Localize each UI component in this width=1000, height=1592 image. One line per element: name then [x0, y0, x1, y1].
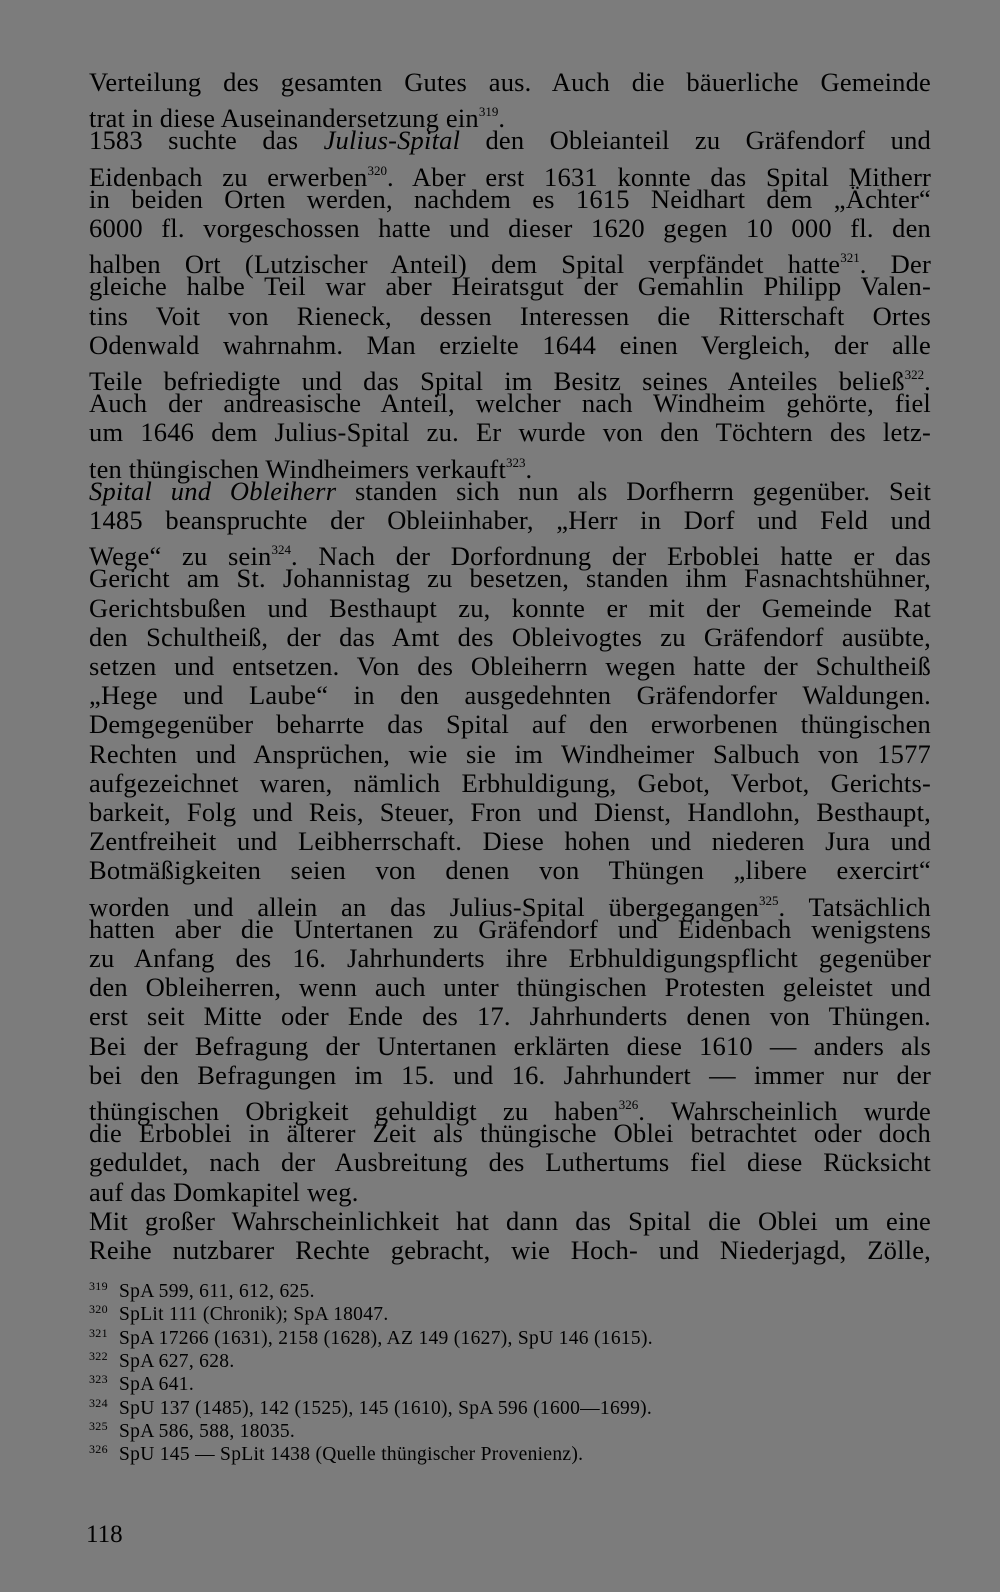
text-line — [89, 1061, 931, 1090]
text-segment: Verteilung des gesamten Gutes aus. Auch die bäuerliche Gemeinde — [89, 67, 931, 97]
text-segment: zu Anfang des 16. Jahrhunderts ihre Erbhuldigungspflicht gegenüber — [89, 943, 931, 973]
text-line — [89, 1032, 931, 1061]
footnote — [89, 1414, 931, 1442]
footnote-text: SpA 17266 (1631), 2158 (1628), AZ 149 (1627), SpU 146 (1615). — [119, 1327, 653, 1349]
footnote-ref: 324 — [271, 542, 292, 558]
text-line — [89, 477, 931, 506]
text-line — [89, 594, 931, 623]
text-segment: . — [924, 366, 931, 396]
footnote — [89, 1321, 931, 1349]
text-segment: Auch der andreasische Anteil, welcher nach Windheim gehörte, fiel — [89, 388, 931, 419]
footnote-ref: 323 — [506, 454, 526, 470]
text-segment: Wege“ zu sein — [89, 541, 272, 572]
text-line — [89, 798, 931, 827]
text-line — [89, 1090, 932, 1126]
text-line — [89, 68, 931, 97]
text-segment: Odenwald wahrnahm. Man erzielte 1644 einen Vergleich, der alle — [89, 329, 931, 360]
text-segment: aufgezeichnet waren, nämlich Erbhuldigung, Gebot, Verbot, Gerichts- — [89, 767, 931, 798]
footnote-number: 321 — [89, 1325, 108, 1340]
text-segment: . Nach der Dorfordnung der Erboblei hatte er das — [291, 541, 931, 572]
text-line — [89, 623, 931, 652]
text-line — [89, 1119, 931, 1148]
text-segment: „Hege und Laube“ in den ausgedehnten Gräfendorfer Waldungen. — [89, 680, 931, 711]
text-segment: den Obleianteil zu Gräfendorf und — [460, 125, 931, 156]
footnote — [89, 1391, 931, 1419]
text-line — [89, 214, 931, 243]
text-line — [89, 302, 931, 331]
text-line — [89, 126, 931, 155]
footnote-text: SpU 137 (1485), 142 (1525), 145 (1610), SpA 596 (1600—1699). — [119, 1397, 653, 1419]
footnote-text: SpA 627, 628. — [119, 1350, 235, 1372]
text-segment: gleiche halbe Teil war aber Heiratsgut der Gemahlin Philipp Valen- — [89, 271, 931, 302]
text-line — [89, 564, 931, 593]
text-segment: trat in diese Auseinandersetzung ein — [89, 103, 479, 134]
footnote-ref: 319 — [478, 104, 499, 120]
text-line — [89, 97, 931, 134]
text-segment: tins Voit von Rieneck, dessen Interessen die Ritterschaft Ortes — [89, 300, 931, 331]
emphasis-text: Spital und Obleiherr — [89, 475, 337, 506]
text-line — [89, 1207, 931, 1236]
text-segment: Gerichtsbußen und Besthaupt zu, konnte er mit der Gemeinde Rat — [89, 592, 931, 623]
footnote-ref: 320 — [367, 162, 387, 178]
text-line — [89, 1178, 931, 1207]
footnote-text: SpA 641. — [119, 1374, 195, 1396]
text-line — [89, 944, 931, 973]
text-segment: geduldet, nach der Ausbreitung des Luthertums fiel diese Rücksicht — [89, 1147, 931, 1178]
text-segment: . — [498, 103, 506, 134]
text-line — [89, 1002, 931, 1031]
text-segment: Reihe nutzbarer Rechte gebracht, wie Hoch- und Niederjagd, Zölle, — [89, 1235, 931, 1265]
text-segment: in beiden Orten werden, nachdem es 1615 Neidhart dem „Ächter“ — [89, 183, 931, 214]
text-line — [89, 973, 931, 1002]
text-line — [89, 915, 931, 944]
text-segment: erst seit Mitte oder Ende des 17. Jahrhunderts denen von Thüngen. — [89, 1001, 931, 1032]
text-segment: die Erboblei in älterer Zeit als thüngische Oblei betrachtet oder doch — [89, 1118, 931, 1149]
text-segment: standen sich nun als Dorfherrn gegenüber. Seit — [336, 475, 932, 506]
footnote — [89, 1344, 931, 1372]
text-line — [89, 856, 931, 885]
footnote-text: SpU 145 — SpLit 1438 (Quelle thüngischer Provenienz). — [119, 1444, 584, 1466]
footnote — [89, 1274, 931, 1302]
text-line — [89, 710, 931, 739]
text-line — [89, 1236, 931, 1265]
text-line — [89, 389, 931, 418]
text-segment: Eidenbach zu erwerben — [89, 161, 368, 192]
text-segment: auf das Domkapitel weg. — [89, 1176, 359, 1207]
text-line — [89, 535, 931, 572]
footnote — [89, 1297, 931, 1326]
text-segment: . Der — [859, 249, 931, 280]
text-segment: . Aber erst 1631 konnte das Spital Mitherr — [386, 161, 931, 192]
text-segment: 1485 beanspruchte der Obleiinhaber, „Herr in Dorf und Feld und — [89, 505, 931, 535]
page-number: 118 — [86, 1521, 123, 1548]
text-segment: thüngischen Obrigkeit gehuldigt zu haben — [89, 1096, 619, 1126]
text-segment: barkeit, Folg und Reis, Steuer, Fron und Dienst, Handlohn, Besthaupt, — [89, 797, 931, 827]
footnote — [89, 1437, 931, 1466]
text-segment: Demgegenüber beharrte das Spital auf den erworbenen thüngischen — [89, 709, 931, 740]
text-line — [89, 331, 931, 360]
text-segment: bei den Befragungen im 15. und 16. Jahrhundert — immer nur der — [89, 1059, 931, 1090]
text-line — [89, 652, 931, 681]
footnote-number: 324 — [89, 1395, 108, 1410]
footnote-text: SpA 586, 588, 18035. — [119, 1420, 296, 1442]
text-segment: Zentfreiheit und Leibherrschaft. Diese hohen und niederen Jura und — [89, 826, 931, 857]
text-segment: . Tatsächlich — [778, 891, 931, 922]
text-segment: Rechten und Ansprüchen, wie sie im Windheimer Salbuch von 1577 — [89, 738, 931, 769]
text-line — [89, 681, 931, 710]
footnote-ref: 321 — [840, 250, 860, 266]
text-line — [89, 769, 931, 798]
text-segment: halben Ort (Lutzischer Anteil) dem Spital verpfändet hatte — [89, 249, 841, 280]
footnote-number: 319 — [89, 1279, 108, 1293]
text-segment: Bei der Befragung der Untertanen erklärten diese 1610 — anders als — [89, 1030, 931, 1061]
text-segment: worden und allein an das Julius-Spital übergegangen — [89, 891, 759, 922]
footnote — [89, 1367, 931, 1396]
text-line — [89, 156, 931, 192]
text-segment: den Schultheiß, der das Amt des Obleivogtes zu Gräfendorf ausübte, — [89, 621, 931, 652]
text-segment: Botmäßigkeiten seien von denen von Thüngen „libere exercirt“ — [89, 855, 931, 886]
footnote-ref: 326 — [618, 1097, 639, 1112]
footnote-number: 323 — [89, 1372, 108, 1387]
footnote-ref: 325 — [759, 892, 779, 908]
text-segment: . Wahrscheinlich wurde — [638, 1096, 932, 1126]
footnote-text: SpA 599, 611, 612, 625. — [119, 1281, 315, 1302]
footnote-number: 320 — [89, 1302, 108, 1317]
text-line — [89, 448, 931, 484]
text-line — [89, 185, 931, 214]
text-segment: setzen und entsetzen. Von des Obleiherrn wegen hatte der Schultheiß — [89, 651, 931, 681]
text-line — [89, 360, 931, 396]
text-line — [89, 243, 931, 280]
text-segment: ten thüngischen Windheimers verkauft — [89, 453, 507, 484]
text-line — [89, 886, 931, 922]
text-segment: den Obleiherren, wenn auch unter thüngischen Protesten geleistet und — [89, 972, 931, 1003]
text-segment: 6000 fl. vorgeschossen hatte und dieser 1620 gegen 10 000 fl. den — [89, 213, 931, 243]
footnote-number: 326 — [89, 1442, 108, 1457]
text-segment: Mit großer Wahrscheinlichkeit hat dann das Spital die Oblei um eine — [89, 1205, 931, 1236]
text-line — [89, 827, 931, 856]
text-segment: hatten aber die Untertanen zu Gräfendorf und Eidenbach wenigstens — [89, 913, 931, 944]
text-segment: 1583 suchte das — [89, 125, 324, 156]
text-segment: Gericht am St. Johannistag zu besetzen, standen ihm Fasnachtshühner, — [89, 563, 931, 594]
emphasis-text: Julius-Spital — [323, 125, 461, 156]
text-line — [89, 418, 931, 447]
text-segment: . — [525, 453, 533, 484]
footnote-number: 325 — [89, 1418, 108, 1433]
footnote-ref: 322 — [904, 367, 925, 382]
text-line — [89, 272, 931, 301]
text-segment: um 1646 dem Julius-Spital zu. Er wurde von den Töchtern des letz- — [89, 417, 931, 448]
text-line — [89, 506, 931, 535]
text-line — [89, 1148, 931, 1177]
footnote-number: 322 — [89, 1348, 108, 1363]
footnote-text: SpLit 111 (Chronik); SpA 18047. — [119, 1304, 389, 1326]
text-segment: Teile befriedigte und das Spital im Besitz seines Anteiles beließ — [89, 366, 905, 396]
text-line — [89, 740, 931, 769]
